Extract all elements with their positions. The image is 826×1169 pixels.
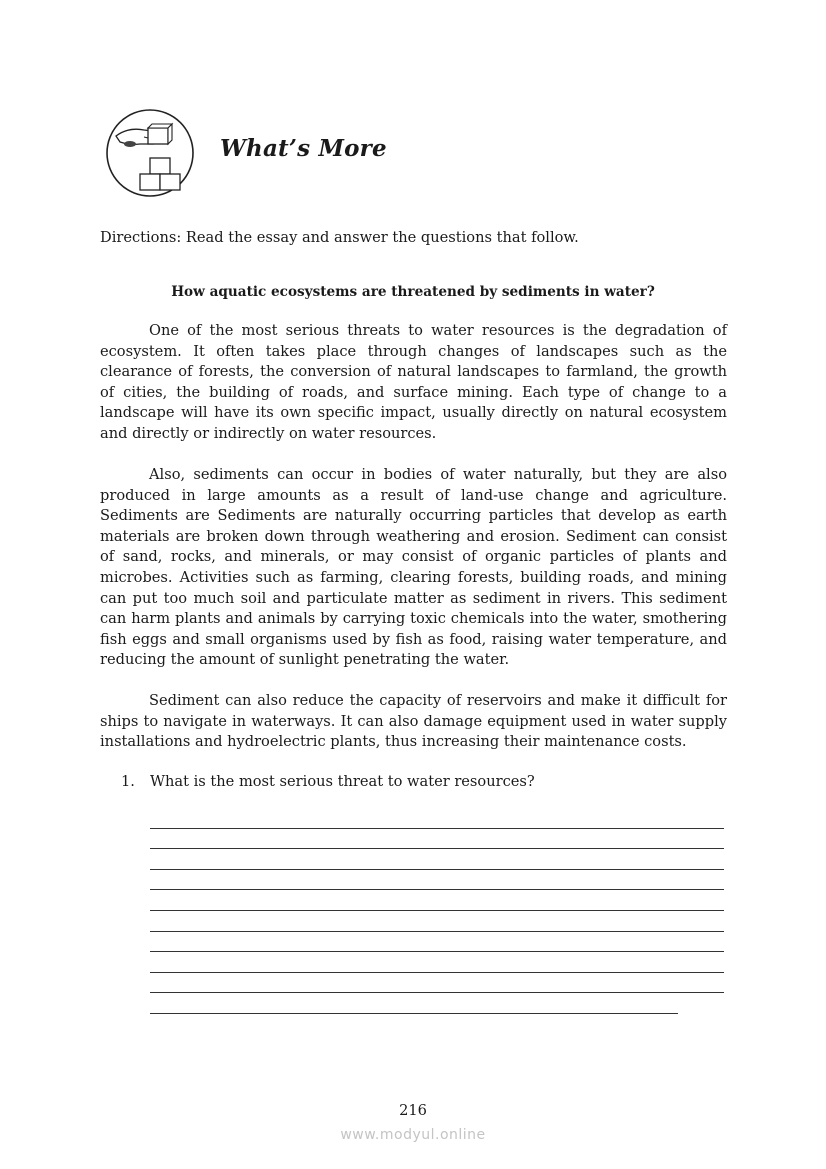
answer-line[interactable] bbox=[150, 973, 724, 994]
question-1 bbox=[100, 773, 535, 790]
answer-line[interactable] bbox=[150, 849, 724, 870]
question-text: What is the most serious threat to water resources? bbox=[150, 773, 535, 790]
question-number: 1. bbox=[121, 773, 135, 790]
answer-line[interactable] bbox=[150, 952, 724, 973]
hand-stacking-blocks-icon bbox=[104, 108, 196, 198]
answer-line[interactable] bbox=[150, 932, 724, 953]
answer-line[interactable] bbox=[150, 829, 724, 850]
page-number: 216 bbox=[399, 1102, 427, 1119]
answer-line[interactable] bbox=[150, 993, 678, 1014]
answer-line[interactable] bbox=[150, 890, 724, 911]
watermark: www.modyul.online bbox=[340, 1127, 486, 1143]
answer-lines bbox=[150, 808, 724, 1014]
answer-line[interactable] bbox=[150, 870, 724, 891]
essay-paragraph: Sediment can also reduce the capacity of reservoirs and make it difficult for ships to navigate in waterways. It can also damage equipment used in water supply installations and hydroelectric plants, thus increasing their maintenance costs. bbox=[100, 692, 727, 751]
answer-line[interactable] bbox=[150, 911, 724, 932]
essay-paragraph: One of the most serious threats to water resources is the degradation of ecosystem. It often takes place through changes of landscapes such as the clearance of forests, the conversion of natural landscapes to farmland, the growth of cities, the building of roads, and surface mining. Each type of change to a landscape will have its own specific impact, usually directly on natural ecosystem and directly or indirectly on water resources. bbox=[100, 322, 727, 442]
directions-text: Directions: Read the essay and answer the questions that follow. bbox=[100, 229, 579, 246]
essay-paragraph: Also, sediments can occur in bodies of water naturally, but they are also produced in large amounts as a result of land-use change and agriculture. Sediments are Sediments are naturally occurring particles that develop as earth materials are broken down through weathering and erosion. Sediment can consist of sand, rocks, and minerals, or may consist of organic particles of plants and microbes. Activities such as farming, clearing forests, building roads, and mining can put too much soil and particulate matter as sediment in rivers. This sediment can harm plants and animals by carrying toxic chemicals into the water, smothering fish eggs and small organisms used by fish as food, raising water temperature, and reducing the amount of sunlight penetrating the water. bbox=[100, 466, 727, 669]
essay-title: How aquatic ecosystems are threatened by sediments in water? bbox=[171, 284, 655, 300]
answer-line[interactable] bbox=[150, 808, 724, 829]
section-title: What’s More bbox=[220, 135, 387, 162]
